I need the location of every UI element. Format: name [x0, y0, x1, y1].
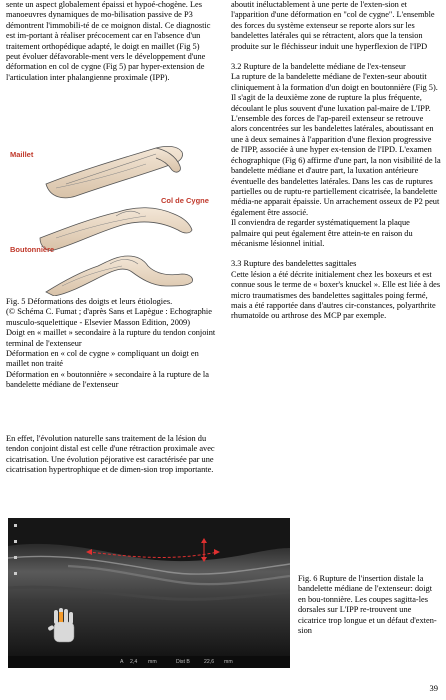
caption-line: (© Schéma C. Fumat ; d'après Sans et Lapègue : Echographie musculo-squelettique - Elsevier Masson Edition, 2009): [6, 307, 212, 327]
figure-6-caption-text: Fig. 6 Rupture de l'insertion distale la bandelette médiane de l'extenseur: doigt en bou-tonnière. Les coupes sagitta-les dorsales sur L'IPP re-trouvent une cicatrice trop longue et un défaut d'exten-sion: [298, 574, 437, 636]
section-3-3-title: 3.3 Rupture des bandelettes sagittales: [231, 259, 357, 269]
caption-line: Déformation en « col de cygne » compliquant un doigt en maillet non traité: [6, 349, 199, 369]
section-3-2-text-2: Il conviendra de regarder systématiquement la plaque palmaire qui peut également être attein-te en raison du mécanisme lésionnel initial.: [231, 218, 413, 248]
readout-a-value: 2,4: [130, 659, 138, 665]
left-column-lower: [6, 434, 215, 476]
label-col-de-cygne: Col de Cygne: [161, 196, 209, 205]
caption-line: Fig. 5 Déformations des doigts et leurs étiologies.: [6, 297, 173, 306]
label-maillet: Maillet: [10, 150, 34, 159]
readout-b-label: Dist B: [176, 659, 190, 665]
right-column: [231, 0, 441, 322]
page-number: 39: [429, 683, 438, 693]
right-intro-paragraph: aboutit inéluctablement à une perte de l'exten-sion et l'apparition d'une déformation en "col de cygne". L'ensemble des forces du système extenseur se reporte alors sur les bandelettes latérales qui se rétractent, alors que la tension produite sur le fléchisseur induit une hyperflexion de l'IPD: [231, 0, 435, 51]
left-intro-paragraph: sente un aspect globalement épaissi et hypoé-chogène. Les manoeuvres dynamiques de mo-bilisation passive de P3 démontrent l'immobili-té de ce moignon distal. Ce diagnostic est im-portant à réaliser précocement car en l'absence d'un traitement orthopédique adapté, le doigt en maillet (Fig 5) peut évoluer défavorable-ment vers le développement d'une déformation en col de cygne (Fig 5) par hyper-extension de l'articulation inter phalangienne proximale (IPP).: [6, 0, 211, 82]
readout-b-value: 22,6: [204, 659, 215, 665]
figure-6-ultrasound-image: [8, 518, 290, 668]
readout-a-unit: mm: [148, 659, 157, 665]
col-de-cygne-finger-drawing: [40, 208, 192, 251]
figure-5-caption: [6, 297, 216, 391]
label-boutonniere: Boutonnière: [10, 245, 55, 254]
section-3-2-title: 3.2 Rupture de la bandelette médiane de l'ex-tenseur: [231, 62, 406, 72]
left-column: [6, 0, 215, 83]
caption-line: Déformation en « boutonnière » secondaire à la rupture de la bandelette médiane de l'extenseur: [6, 369, 209, 390]
left-para-2: En effet, l'évolution naturelle sans traitement de la lésion du tendon conjoint distal est celle d'une rétraction proximale avec cicatrisation. Une évolution péjorative est caractérisée par une cicatrisation hypertrophique et de dimen-sion trop importante.: [6, 434, 215, 475]
readout-b-unit: mm: [224, 659, 233, 665]
finger-deformity-drawings: [6, 126, 215, 296]
figure-6-caption: [298, 574, 438, 636]
figure-5-finger-deformities: [6, 126, 215, 296]
caption-line: Doigt en « maillet » secondaire à la rupture du tendon conjoint terminal de l'extenseur: [6, 328, 216, 348]
maillet-finger-drawing: [46, 146, 183, 197]
section-3-3-text: Cette lésion a été décrite initialement chez les boxeurs et est connue sous le terme de « boxer's knuckel ». Elle est liée à des micro traumatismes des bandelettes sagittales poing fermé, mais a été rapportée dans d'autres cir-constances, polyarthrite rhumatoïde ou arthrose des MCP par exemple.: [231, 269, 441, 321]
boutonniere-finger-drawing: [46, 256, 193, 296]
readout-a-label: A: [120, 659, 124, 665]
section-3-2-text: La rupture de la bandelette médiane de l'exten-seur aboutit cliniquement à la formation d'un doigt en boutonnière (Fig 5). Il s'agit de la deuxième zone de rupture la plus fréquente, découlant le plus souvent d'une luxation pal-maire de L'IPP. L'ensemble des forces de l'ap-pareil extenseur se retrouve alors concentrées sur les bandelettes latérales, aboutissant en une à deux semaines à l'apparition d'une flexion progressive de l'IPP, associée à une hyper ex-tension de l'IPD. L'examen échographique (Fig 6) affirme d'une part, la non visibilité de la bandelette médiane et d'autre part, la luxation antérieure éventuelle des bandelettes latérales. Dans les cas de ruptures partielles ou de ruptu-re partiellement cicatrisée, la bandelette média-ne apparait épaissie. Un arrachement osseux de P2 peut également être associé.: [231, 72, 441, 217]
ultrasound-scan: [8, 518, 290, 668]
ultrasound-measurement-bar: [8, 656, 290, 668]
